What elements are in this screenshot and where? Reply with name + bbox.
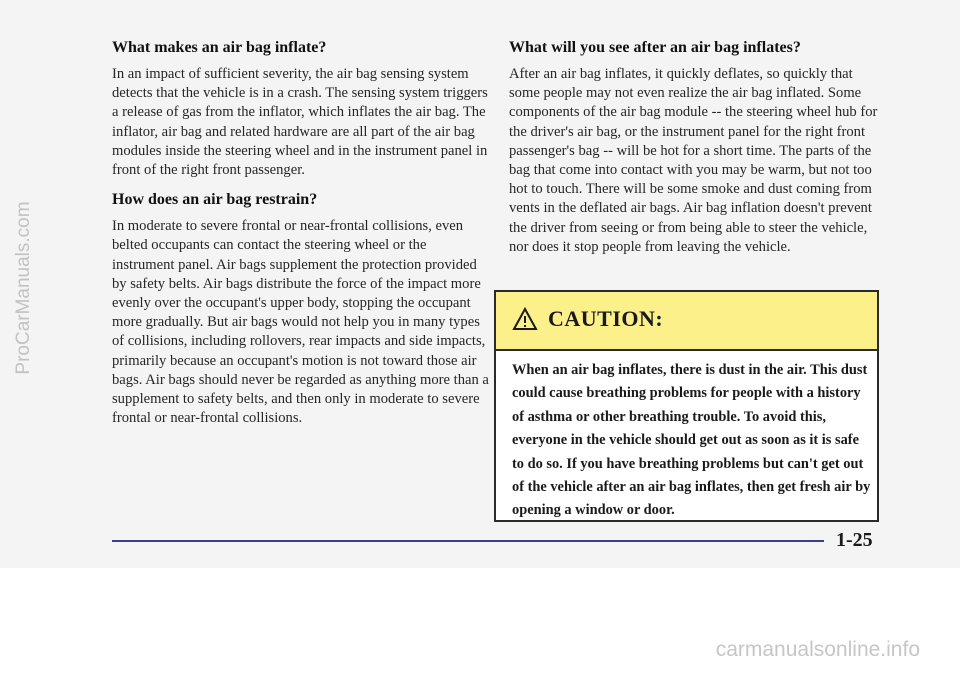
heading-how-restrain: How does an air bag restrain? (112, 191, 318, 209)
right-column (509, 37, 881, 266)
warning-triangle-icon (512, 307, 538, 331)
page-number: 1-25 (836, 529, 873, 551)
caution-title: CAUTION: (548, 306, 664, 331)
caution-box (494, 290, 879, 522)
side-watermark-text: ProCarManuals.com (13, 201, 34, 375)
side-watermark (4, 18, 36, 558)
paragraph-inflate: In an impact of sufficient severity, the air bag sensing system detects that the vehicle is in a crash. The sensing system triggers a release of gas from the inflator, which inflates the air bag. The inflator, air bag and related hardware are all part of the air bag modules inside the steering wheel and in the instrument panel in front of the right front passenger. (112, 66, 488, 179)
heading-what-makes-inflate: What makes an air bag inflate? (112, 39, 327, 56)
left-column (112, 37, 492, 437)
footer-watermark: carmanualsonline.info (715, 638, 920, 661)
caution-text: When an air bag inflates, there is dust in the air. This dust could cause breathing problems for people with a history of asthma or other breathing trouble. To avoid this, everyone in the vehicle should get out as soon as it is safe to do so. If you have breathing problems but can't get out of the vehicle after an air bag inflates, then get fresh air by opening a window or door. (512, 362, 871, 519)
footer-rule (112, 540, 824, 542)
caution-header (496, 292, 877, 351)
paragraph-restrain: In moderate to severe frontal or near-frontal collisions, even belted occupants can contact the steering wheel or the instrument panel. Air bags supplement the protection provided by safety belts. Air bags distribute the force of the impact more evenly over the occupant's upper body, stopping the occupant more gradually. But air bags would not help you in many types of collisions, including rollovers, rear impacts and side impacts, primarily because an occupant's motion is not toward those air bags. Air bags should never be regarded as anything more than a supplement to safety belts, and then only in moderate to severe frontal or near-frontal collisions. (112, 218, 489, 427)
paragraph-after-inflates: After an air bag inflates, it quickly deflates, so quickly that some people may not even realize the air bag inflated. Some components of the air bag module -- the steering wheel hub for the driver's air bag, or the instrument panel for the right front passenger's bag -- will be hot for a short time. The parts of the bag that come into contact with you may be warm, but not too hot to touch. There will be some smoke and dust coming from vents in the deflated air bags. Air bag inflation doesn't prevent the driver from seeing or from being able to steer the vehicle, nor does it stop people from leaving the vehicle. (509, 66, 878, 255)
heading-after-inflates: What will you see after an air bag inflates? (509, 39, 801, 56)
